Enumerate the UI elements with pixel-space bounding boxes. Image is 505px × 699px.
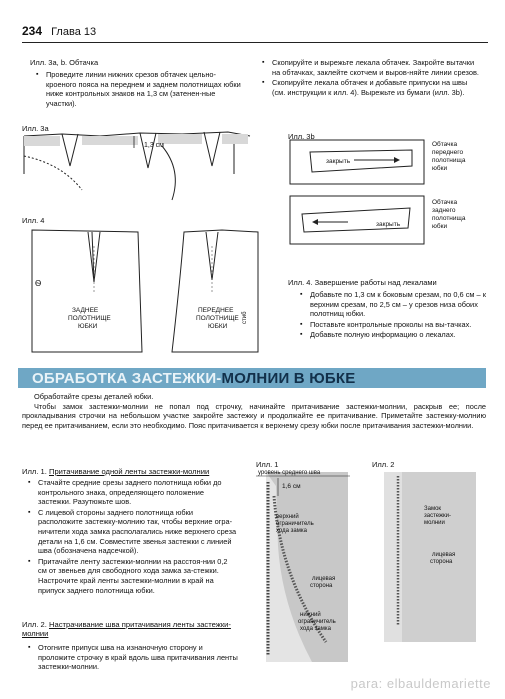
zip2-lock-3: молнии (424, 520, 445, 526)
fig3a-diagram (22, 130, 252, 212)
intro-line-2: Чтобы замок застежки-молнии не попал под строчку, начинайте притачивание застежки-молнии, раскрыв ее; после прокладывания строчки на небольшом участке закройте застежку и продолжайте ее притачивание. Приметайте застежку-молнию перед ее притачиванием, если это необходимо. Пояс притачивается к верхнему срезу юбки после притачивания застежки-молнии. (22, 401, 486, 430)
zip1-face-1: лицевая (312, 576, 336, 582)
zip2-face-2: сторона (430, 559, 453, 565)
zip2-lock-2: застежки- (424, 513, 452, 519)
front-label-1: ПЕРЕДНЕЕ (198, 307, 234, 314)
list-item: ▪ Стачайте средние срезы заднего полотнища юбки до контрольного знака, определяющего положение застежки. Разутюжьте шов. (28, 478, 238, 507)
fig3b-front-2: переднего (432, 149, 464, 156)
back-label-3: ЮБКИ (78, 323, 98, 330)
fig3b-diagram (288, 138, 488, 248)
fig3b-back-1: Обтачка (432, 199, 458, 206)
zip1-dim: 1,6 см (282, 483, 301, 490)
zip1-limiter-2: ограничитель (276, 521, 314, 527)
list-item: ▪ Скопируйте и вырежьте лекала обтачек. Закройте вытачки на обтачках, заклейте скотчем и выров-няйте линии срезов. (262, 58, 482, 77)
front-label-3: ЮБКИ (208, 323, 228, 330)
fig3b-back-3: полотнища (432, 215, 466, 222)
zip1-diagram (252, 466, 352, 666)
ill1-caption (22, 467, 209, 476)
fig3b-back-2: заднего (432, 207, 456, 214)
ill2-caption-text: Настрачивание шва притачивания ленты застежки-молнии (22, 620, 231, 638)
intro-text (22, 392, 486, 430)
fig3b-front-3: полотнища (432, 157, 466, 164)
fig3b-front-4: юбки (432, 165, 448, 172)
list-item: ▪ С лицевой стороны заднего полотнища юбки расположите застежку-молнию так, чтобы верхние огра-ничители хода замка располагались ниже верхнего среза детали на 1,6 см. Совместите звенья застежки с линией шва (обозначена надсечкой). (28, 508, 238, 556)
zip2-face-1: лицевая (432, 552, 456, 558)
ill1-caption-text: Притачивание одной ленты застежки-молнии (48, 467, 210, 476)
back-label-2: ПОЛОТНИЩЕ (68, 315, 111, 322)
list-item: ▪ Поставьте контрольные проколы на вы-тачках. (300, 320, 488, 330)
back-label-1: ЗАДНЕЕ (72, 307, 99, 314)
list-item: ▪ Добавьте по 1,3 см к боковым срезам, по 0,6 см – к верхним срезам, по 2,5 см – у срезов низа обоих полотнищ юбки. (300, 290, 488, 319)
right-top-list (262, 58, 482, 98)
list-item: ▪ Притачайте ленту застежки-молнии на расстоя-нии 0,2 см от звеньев для свободного хода замка за-стежки. Настрочите край ленты застежки-молнии в край на припуск заднего полотнища юбки. (28, 557, 238, 595)
fig4-diagram (22, 222, 262, 362)
zip1-level: уровень среднего шва (258, 470, 321, 476)
zip2-label: Илл. 2 (372, 460, 395, 469)
fig4-text-caption: Илл. 4. Завершение работы над лекалами (288, 278, 437, 287)
fig3a-dim: 1,3 см (144, 142, 164, 149)
intro-line-1: Обработайте срезы деталей юбки. (34, 392, 154, 401)
list-item: ▪ Отогните припуск шва на изнаночную сторону и проложите строчку в край вдоль шва притачивания ленты застежки-молнии. (28, 643, 238, 672)
fig3b-close1: закрыть (326, 158, 351, 165)
section-banner (18, 368, 486, 388)
section-title-part2: МОЛНИИ В ЮБКЕ (221, 370, 356, 387)
header-rule (22, 42, 488, 43)
zip1-lower-3: хода замка (300, 626, 331, 632)
list-item: ▪ Проведите линии нижних срезов обтачек цельно-кроеного пояса на переднем и заднем полотнищах юбки ниже контрольных знаков на 1,3 см (затенен-ные участки). (36, 70, 244, 108)
fig4-text-list (300, 290, 488, 341)
list-item: ▪ Добавьте полную информацию о лекалах. (300, 330, 488, 340)
fig4-side-note: стиб (242, 311, 248, 324)
ill1-list (28, 478, 238, 596)
zip2-diagram (368, 466, 478, 666)
ill2-caption (22, 620, 244, 638)
ill1-caption-pre: Илл. 1. (22, 467, 49, 476)
zip1-face-2: сторона (310, 583, 333, 589)
ill2-list (28, 643, 238, 673)
svg-text:Ѳ: Ѳ (35, 279, 42, 288)
fig3b-back-4: юбки (432, 223, 448, 230)
list-item: ▪ Скопируйте лекала обтачек и добавьте припуски на швы (см. инструкции к илл. 4). Вырежьте из бумаги (илл. 3b). (262, 78, 482, 97)
page-header (22, 24, 96, 38)
zip1-limiter-3: хода замка (276, 528, 307, 534)
fig3b-front-1: Обтачка (432, 141, 458, 148)
zip1-limiter-1: верхний (276, 514, 299, 520)
fig3b-close2: закрыть (376, 221, 401, 228)
zip1-label: Илл. 1 (256, 460, 279, 469)
chapter-title: Глава 13 (51, 26, 97, 38)
page-number: 234 (22, 24, 43, 38)
zip1-lower-2: ограничитель (298, 619, 336, 625)
section-title (32, 370, 355, 388)
ill3-caption: Илл. 3a, b. Обтачка (30, 58, 99, 67)
ill2-caption-pre: Илл. 2. (22, 620, 49, 629)
fig4-label: Илл. 4 (22, 216, 45, 225)
section-title-part1: ОБРАБОТКА ЗАСТЕЖКИ- (32, 370, 222, 387)
watermark: para: elbauldemariette (350, 676, 491, 691)
fig3a-label: Илл. 3a (22, 124, 49, 133)
left-top-list (36, 70, 244, 109)
front-label-2: ПОЛОТНИЩЕ (196, 315, 239, 322)
zip2-lock-1: Замок (424, 506, 442, 512)
zip1-lower-1: нижний (300, 612, 321, 618)
fig3b-label: Илл. 3b (288, 132, 315, 141)
